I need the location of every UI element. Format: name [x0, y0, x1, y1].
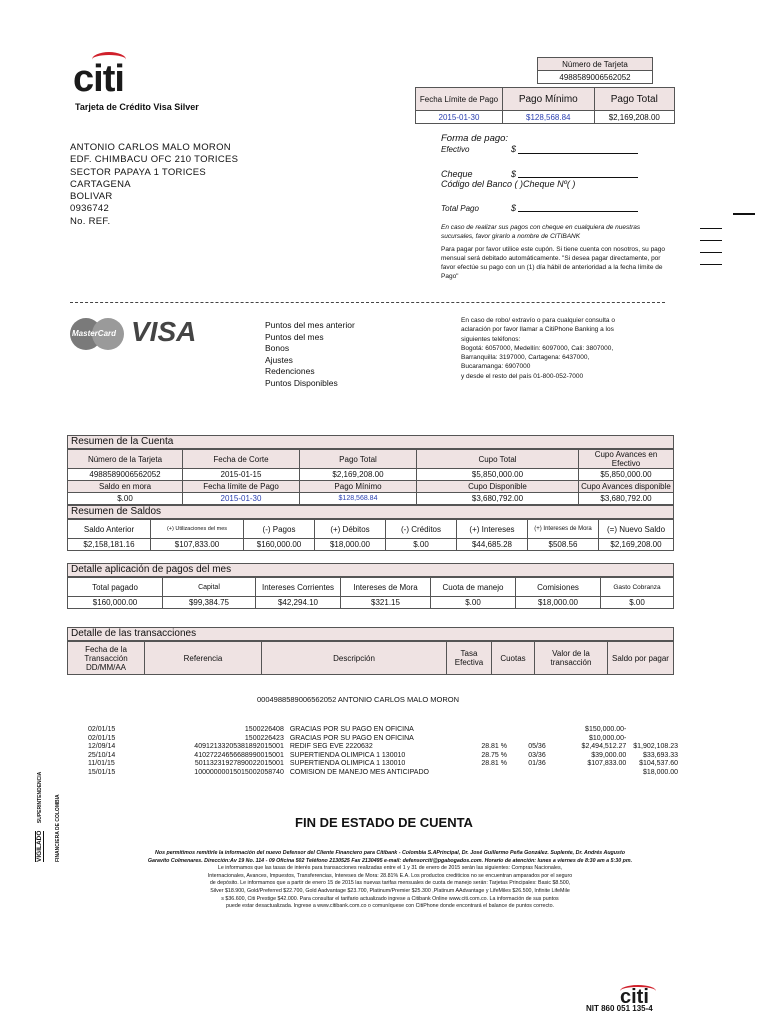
- total-payment-value: $2,169,208.00: [594, 111, 674, 124]
- cash-label: Efectivo: [441, 145, 470, 154]
- payment-box: [415, 87, 675, 124]
- points-list: [265, 320, 355, 389]
- tx-value: [567, 769, 626, 778]
- tx-rate: [477, 769, 528, 778]
- points-item: Redenciones: [265, 366, 315, 376]
- tx-rate: [477, 735, 528, 744]
- balance-value: $.00: [386, 539, 457, 551]
- min-payment-value: $128,568.84: [503, 111, 595, 124]
- total-pay-label: Total Pago: [441, 204, 479, 213]
- card-number-label: Número de Tarjeta: [538, 58, 653, 71]
- due-date-label: Fecha Límite de Pago: [416, 88, 503, 111]
- end-title: FIN DE ESTADO DE CUENTA: [295, 815, 473, 830]
- application-value: $.00: [601, 597, 674, 609]
- account-summary: [67, 435, 674, 505]
- summary-value: $3,680,792.00: [579, 493, 674, 505]
- payment-form-title: Forma de pago:: [441, 133, 509, 144]
- footer-line: puede estar desactualizada. Ingrese a www.citibank.com.co o comuníquese con CitiPhone donde encontrará el balance de puntos correcto.: [225, 903, 555, 910]
- points-item: Puntos del mes: [265, 331, 324, 342]
- tx-rate: 28.81 %: [481, 743, 507, 750]
- tx-date: 15/01/15: [88, 768, 116, 776]
- tx-balance: $33,693.33: [642, 751, 678, 759]
- application-header: Comisiones: [516, 578, 601, 597]
- notice-line: y desde el resto del país 01-800-052-7000: [461, 372, 584, 380]
- tx-description: SUPERTIENDA OLIMPICA 1 130010: [289, 760, 406, 767]
- tx-description: GRACIAS POR SU PAGO EN OFICINA: [289, 734, 414, 742]
- customer-address: [70, 142, 238, 228]
- tx-balance: [626, 735, 678, 744]
- summary-header: Fecha de Corte: [183, 450, 300, 469]
- tx-balance: $104,537.60: [639, 760, 678, 767]
- footer-bold-line: Nos permitimos remitirle la información del nuevo Defensor del Cliente Financiero para Citibank - Colombia S.APrincipal, Dr. José Guillermo Peña González. Suplente, Dr. Andrés Augusto: [155, 850, 625, 856]
- balance-header: (+) Intereses: [457, 520, 528, 539]
- application-value: $18,000.00: [516, 597, 601, 609]
- balance-header: (=) Nuevo Saldo: [599, 520, 674, 539]
- balance-header: (+) Débitos: [315, 520, 386, 539]
- points-item: Bonos: [265, 343, 290, 353]
- summary-value: $5,850,000.00: [579, 469, 674, 481]
- footer-text: [60, 850, 720, 911]
- address-line: SECTOR PAPAYA 1 TORICES: [70, 166, 207, 178]
- cash-currency: $: [511, 144, 517, 154]
- theft-notice: [461, 316, 615, 381]
- tx-description: GRACIAS POR SU PAGO EN OFICINA: [289, 726, 414, 733]
- transactions-header: Tasa Efectiva: [447, 642, 492, 675]
- superintendencia-text: SUPERINTENDENCIA FINANCIERA DE COLOMBIA: [37, 771, 61, 862]
- summary-value: 4988589006562052: [68, 469, 183, 481]
- tx-value: $2,494,512.27: [581, 743, 627, 750]
- address-line: EDF. CHIMBACU OFC 210 TORICES: [70, 154, 239, 166]
- tx-installments: [528, 735, 567, 744]
- application-header: Total pagado: [68, 578, 163, 597]
- summary-header: Fecha límite de Pago: [183, 481, 300, 493]
- payment-application: [67, 563, 674, 609]
- transactions-table: [88, 726, 678, 777]
- transaction-row: [88, 735, 678, 744]
- cash-amount-line: [518, 153, 638, 154]
- barcode-mark: [700, 264, 722, 265]
- balance-value: $2,158,181.16: [68, 539, 151, 551]
- bank-code-label: Código del Banco ( )Cheque Nº( ): [441, 179, 576, 189]
- transactions-header: Valor de la transacción: [535, 642, 608, 675]
- tx-reference: 1500226408: [244, 726, 284, 733]
- card-number-value: 4988589006562052: [538, 71, 653, 84]
- transactions-section: [67, 627, 674, 675]
- min-payment-label: Pago Mínimo: [503, 88, 595, 111]
- due-date-value: 2015-01-30: [416, 111, 503, 124]
- transactions-title: Detalle de las transacciones: [67, 627, 674, 641]
- mastercard-logo: [70, 318, 126, 350]
- transaction-row: [88, 769, 678, 778]
- transactions-header: Cuotas: [492, 642, 535, 675]
- tx-date: 25/10/14: [88, 751, 116, 759]
- notice-line: Barranquilla: 3197000, Cartagena: 6437000,: [461, 354, 590, 362]
- summary-header: Pago Mínimo: [300, 481, 417, 493]
- tx-installments: 05/36: [528, 743, 546, 750]
- application-header: Cuota de manejo: [431, 578, 516, 597]
- total-amount-line: [518, 211, 638, 212]
- visa-logo: VISA: [131, 316, 197, 347]
- citi-logo: citi: [73, 58, 124, 100]
- transactions-header: Descripción: [262, 642, 447, 675]
- summary-header: Saldo en mora: [68, 481, 183, 493]
- balance-value: $508.56: [528, 539, 599, 551]
- tx-date: 02/01/15: [88, 734, 116, 742]
- tx-description: REDIF SEG EVE 2220632: [289, 743, 373, 750]
- summary-value: 2015-01-15: [183, 469, 300, 481]
- balance-value: $44,685.28: [457, 539, 528, 551]
- summary-value: $5,850,000.00: [417, 469, 579, 481]
- balance-header: (-) Créditos: [386, 520, 457, 539]
- transaction-row: [88, 743, 678, 752]
- application-header: Intereses Corrientes: [256, 578, 341, 597]
- coupon-note: Para pagar por favor utilice este cupón. Si tiene cuenta con nosotros, su pago mensual será debitado automáticamente. "Si desea pagar directamente, por favor efectúe su pago con un (1) día hábil de anterioridad a la fecha límite de Pago": [441, 246, 666, 280]
- balance-value: $18,000.00: [315, 539, 386, 551]
- tx-reference: 1500226423: [244, 734, 284, 742]
- address-line: CARTAGENA: [70, 178, 131, 190]
- vigilado-stamp: [28, 742, 61, 862]
- tx-description: SUPERTIENDA OLIMPICA 1 130010: [289, 751, 406, 759]
- tx-rate: 28.75 %: [481, 751, 507, 759]
- summary-header: Cupo Avances en Efectivo: [579, 450, 674, 469]
- card-name: Tarjeta de Crédito Visa Silver: [75, 102, 199, 112]
- balance-value: $107,833.00: [151, 539, 244, 551]
- tx-description: COMISION DE MANEJO MES ANTICIPADO: [289, 768, 429, 776]
- tx-reference: 40912133205381892015001: [194, 743, 284, 750]
- card-number-box: [537, 57, 653, 84]
- notice-line: siguientes teléfonos:: [461, 335, 521, 343]
- transactions-header: Saldo por pagar: [608, 642, 674, 675]
- tx-value: $150,000.00-: [585, 726, 627, 733]
- barcode-mark: [733, 213, 755, 215]
- coupon-separator: [70, 302, 665, 303]
- notice-line: En caso de robo/ extravío o para cualquier consulta o: [461, 317, 615, 324]
- application-value: $99,384.75: [163, 597, 256, 609]
- balance-summary: [67, 505, 674, 551]
- tx-date: 12/09/14: [88, 743, 116, 750]
- points-item: Ajustes: [265, 354, 293, 365]
- cheque-amount-line: [518, 177, 638, 178]
- tx-date: 11/01/15: [88, 760, 115, 767]
- summary-header: Cupo Disponible: [417, 481, 579, 493]
- summary-value: $128,568.84: [300, 493, 417, 505]
- application-value: $.00: [431, 597, 516, 609]
- balance-header: (-) Pagos: [244, 520, 315, 539]
- footer-line: Silver $18.900, Gold/Preferred $22.700, Gold Aadvantage $23.700, Platinum/Premier $25.300 ,Platinum AAdvantage y LifeMiles $26.500, Infinite LifeMile: [210, 887, 570, 894]
- balance-header: (+) Utilizaciones del mes: [151, 520, 244, 539]
- application-value: $42,294.10: [256, 597, 341, 609]
- address-line: ANTONIO CARLOS MALO MORON: [70, 142, 231, 153]
- tx-rate: [477, 726, 528, 735]
- notice-line: aclaración por favor llamar a CitiPhone Banking a los: [461, 326, 614, 334]
- tx-value: $39,000.00: [591, 751, 627, 759]
- balance-value: $160,000.00: [244, 539, 315, 551]
- notice-line: Bucaramanga: 6907000: [461, 363, 531, 371]
- tx-value: $10,000.00-: [588, 734, 627, 742]
- application-header: Gasto Cobranza: [601, 578, 674, 597]
- notice-line: Bogotá: 6057000, Medellín: 6097000, Cali: 3807000,: [461, 344, 614, 352]
- tx-reference: 41027224656688990015001: [194, 751, 284, 759]
- citi-arc-icon: [92, 52, 126, 67]
- balance-header: Saldo Anterior: [68, 520, 151, 539]
- tx-reference: 10000000015015002058740: [194, 768, 284, 776]
- tx-installments: 01/36: [528, 760, 546, 767]
- footer-bold-line: Garavito Colmenares. Dirección:Av 19 No. 114 - 09 Oficina 502 Teléfono 2130525 Fax 2130495 e-mail: defensorciti@pgabogados.com. Horario de atención: lunes a viernes de 8:30 am a 5:30 pm.: [147, 857, 633, 864]
- summary-header: Número de la Tarjeta: [68, 450, 183, 469]
- footer-line: de depósito. Le informamos que a partir de enero 15 de 2015 las nuevas tarifas mensuales de cuota de manejo serán: Tarjetas Principales: Basic $8.500,: [209, 880, 571, 887]
- application-header: Intereses de Mora: [341, 578, 431, 597]
- payment-form: [441, 133, 681, 281]
- points-item: Puntos Disponibles: [265, 377, 338, 388]
- transaction-row: [88, 726, 678, 735]
- application-header: Capital: [163, 578, 256, 597]
- summary-value: $2,169,208.00: [300, 469, 417, 481]
- mastercard-text: MasterCard: [72, 329, 117, 338]
- summary-value: 2015-01-30: [183, 493, 300, 505]
- balance-header: (+) Intereses de Mora: [528, 520, 599, 539]
- address-line: No. REF.: [70, 215, 111, 227]
- summary-value: $3,680,792.00: [417, 493, 579, 505]
- nit-number: NIT 860 051 135-4: [586, 1004, 653, 1013]
- citi-logo-bottom-text: citi: [620, 986, 649, 1008]
- tx-value: $107,833.00: [587, 760, 627, 767]
- barcode-mark: [700, 228, 722, 229]
- card-owner-line: 0004988589006562052 ANTONIO CARLOS MALO MORON: [257, 695, 460, 704]
- barcode-mark: [700, 252, 722, 253]
- payment-application-title: Detalle aplicación de pagos del mes: [67, 563, 674, 577]
- summary-header: Cupo Avances disponible: [579, 481, 674, 493]
- points-item: Puntos del mes anterior: [265, 320, 355, 330]
- tx-installments: [528, 726, 567, 735]
- total-payment-label: Pago Total: [594, 88, 674, 111]
- barcode-mark: [700, 240, 722, 241]
- address-line: BOLIVAR: [70, 191, 113, 203]
- cheque-label: Cheque: [441, 169, 473, 179]
- tx-balance: [626, 726, 678, 735]
- tx-installments: 03/36: [528, 751, 546, 759]
- tx-date: 02/01/15: [88, 726, 116, 733]
- footer-line: s $36.600, Citi Prestige $42.000. Para consultar el tarifario actualizado ingrese a Citibank Online www.citi.com.co. La información de sus puntos: [221, 895, 559, 902]
- tx-balance: $1,902,108.23: [633, 743, 678, 750]
- balance-summary-title: Resumen de Saldos: [67, 505, 674, 519]
- total-currency: $: [511, 203, 517, 213]
- transaction-row: [88, 752, 678, 761]
- footer-line: Internacionales, Avances, Impuestos, Transferencias, Intereses de Mora: 28.81% E.A. Los productos crediticios no se encuentran amparados por el seguro: [207, 872, 573, 879]
- transactions-header: Referencia: [145, 642, 262, 675]
- cheque-note: En caso de realizar sus pagos con cheque en cualquiera de nuestras sucursales, favor girarlo a nombre de CITIBANK: [441, 224, 641, 240]
- tx-balance: $18,000.00: [642, 768, 678, 776]
- footer-line: Le informamos que las tasas de interés para transacciones realizadas entre el 1 y 31 de enero de 2015 serán las siguientes: Compras Nacionales,: [217, 865, 563, 872]
- cheque-currency: $: [511, 169, 517, 179]
- tx-rate: 28.81 %: [481, 760, 507, 767]
- application-value: $321.15: [341, 597, 431, 609]
- summary-header: Cupo Total: [417, 450, 579, 469]
- tx-reference: 50113231927890022015001: [194, 760, 284, 767]
- tx-installments: [528, 769, 567, 778]
- summary-value: $.00: [68, 493, 183, 505]
- balance-value: $2,169,208.00: [599, 539, 674, 551]
- summary-header: Pago Total: [300, 450, 417, 469]
- address-line: 0936742: [70, 203, 110, 215]
- vigilado-text: VIGILADO: [36, 830, 43, 862]
- transactions-header: Fecha de la Transacción DD/MM/AA: [68, 642, 145, 675]
- transaction-row: [88, 760, 678, 769]
- application-value: $160,000.00: [68, 597, 163, 609]
- account-summary-title: Resumen de la Cuenta: [67, 435, 674, 449]
